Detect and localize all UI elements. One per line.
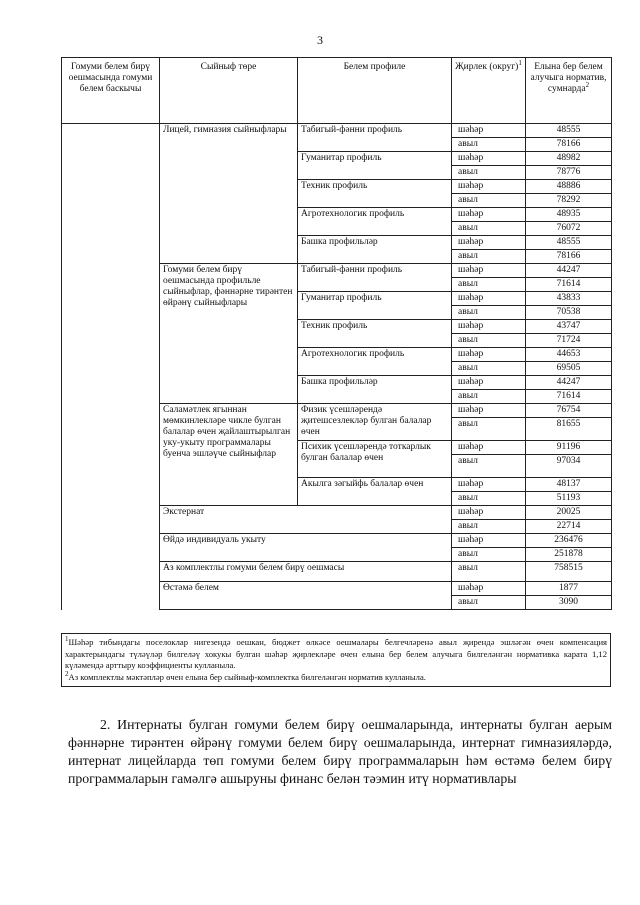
location-cell: авыл bbox=[452, 596, 526, 610]
norm-value: 51193 bbox=[526, 492, 612, 506]
header-level: Гомуми белем бирү оешмасында гомуми белем баскычы bbox=[62, 58, 160, 124]
norm-value: 44247 bbox=[526, 376, 612, 390]
location-cell: авыл bbox=[452, 334, 526, 348]
header-profile: Белем профиле bbox=[298, 58, 452, 124]
norm-value: 1877 bbox=[526, 582, 612, 596]
header-class-type: Сыйныф төре bbox=[160, 58, 298, 124]
location-cell: авыл bbox=[452, 562, 526, 582]
norm-value: 22714 bbox=[526, 520, 612, 534]
location-cell: авыл bbox=[452, 455, 526, 478]
location-cell: авыл bbox=[452, 390, 526, 404]
class-type-cell: Гомуми белем бирү оешмасында профильле сыйныфлар, фәннәрне тирәнтен өйрәнү сыйныфлары bbox=[160, 264, 298, 404]
norm-value: 758515 bbox=[526, 562, 612, 582]
norm-value: 69505 bbox=[526, 362, 612, 376]
norm-value: 71724 bbox=[526, 334, 612, 348]
location-cell: шәһәр bbox=[452, 534, 526, 548]
location-cell: авыл bbox=[452, 250, 526, 264]
norm-value: 71614 bbox=[526, 390, 612, 404]
page-number: 3 bbox=[317, 33, 323, 47]
profile-cell: Гуманитар профиль bbox=[298, 292, 452, 320]
location-cell: авыл bbox=[452, 222, 526, 236]
profile-cell: Техник профиль bbox=[298, 320, 452, 348]
norm-value: 97034 bbox=[526, 455, 612, 478]
location-cell: шәһәр bbox=[452, 348, 526, 362]
norm-value: 251878 bbox=[526, 548, 612, 562]
location-cell: шәһәр bbox=[452, 236, 526, 250]
location-cell: авыл bbox=[452, 520, 526, 534]
norm-value: 3090 bbox=[526, 596, 612, 610]
norm-value: 48886 bbox=[526, 180, 612, 194]
location-cell: шәһәр bbox=[452, 152, 526, 166]
norm-value: 78292 bbox=[526, 194, 612, 208]
profile-cell: Физик үсешләрендә җитешсезлекләр булган балалар өчен bbox=[298, 404, 452, 441]
level-cell bbox=[62, 124, 160, 610]
class-type-cell: Өйдә индивидуаль укыту bbox=[160, 534, 452, 562]
location-cell: авыл bbox=[452, 548, 526, 562]
profile-cell: Акылга зәгыйфь балалар өчен bbox=[298, 478, 452, 506]
location-cell: авыл bbox=[452, 194, 526, 208]
location-cell: авыл bbox=[452, 306, 526, 320]
profile-cell: Табигый-фәнни профиль bbox=[298, 124, 452, 152]
profile-cell: Агротехнологик профиль bbox=[298, 348, 452, 376]
norm-value: 78166 bbox=[526, 138, 612, 152]
footnote-1: $^1$Шәһәр тибындагы поселоклар нигезендә оешкан, бюджет өлкәсе оешмалары белгечләренә авыл җирендә эшләгән өчен компенсация характерындагы түләүләр билгеләү хокукы булган шәһәр җирлекләре өчен елына бер белем алучыга билгеләнгән нормативка карата 1,12 күләмендә арттыру коэффициенты кулланыла. bbox=[65, 635, 607, 670]
location-cell: шәһәр bbox=[452, 376, 526, 390]
profile-cell: Башка профильләр bbox=[298, 376, 452, 404]
location-cell: шәһәр bbox=[452, 208, 526, 222]
funding-norms-table bbox=[61, 57, 612, 610]
body-paragraph: 2. Интернаты булган гомуми белем бирү оешмаларында, интернаты булган аерым фәннәрне тирәнтен өйрәнү гомуми белем бирү оешмаларында, интернат гимназияләрдә, интернат лицейларда төп гомуми белем бирү программаларын һәм өстәмә белем бирү программаларын гамәлгә ашыруны финанс белән тәэмин итү нормативлары bbox=[68, 717, 612, 786]
norm-value: 48935 bbox=[526, 208, 612, 222]
norm-value: 76072 bbox=[526, 222, 612, 236]
norm-value: 76754 bbox=[526, 404, 612, 418]
location-cell: шәһәр bbox=[452, 506, 526, 520]
footnote-2: $^2$Аз комплектлы мәктәпләр өчен елына бер сыйныф-комплектка билгеләнгән норматив кулланыла. bbox=[65, 669, 426, 682]
norm-value: 71614 bbox=[526, 278, 612, 292]
norm-value: 44653 bbox=[526, 348, 612, 362]
location-cell: шәһәр bbox=[452, 180, 526, 194]
norm-value: 43747 bbox=[526, 320, 612, 334]
location-cell: шәһәр bbox=[452, 582, 526, 596]
location-cell: шәһәр bbox=[452, 320, 526, 334]
norm-value: 78776 bbox=[526, 166, 612, 180]
norm-value: 91196 bbox=[526, 441, 612, 455]
location-cell: шәһәр bbox=[452, 292, 526, 306]
header-norm: Елына бер белем алучыга норматив, сумнарда$^2$ bbox=[526, 58, 612, 124]
footnotes bbox=[61, 633, 611, 687]
profile-cell: Башка профильләр bbox=[298, 236, 452, 264]
location-cell: авыл bbox=[452, 492, 526, 506]
profile-cell: Техник профиль bbox=[298, 180, 452, 208]
norm-value: 48982 bbox=[526, 152, 612, 166]
profile-cell: Гуманитар профиль bbox=[298, 152, 452, 180]
norm-value: 48137 bbox=[526, 478, 612, 492]
norm-value: 78166 bbox=[526, 250, 612, 264]
class-type-cell: Өстәмә белем bbox=[160, 582, 452, 610]
norm-value: 236476 bbox=[526, 534, 612, 548]
norm-value: 81655 bbox=[526, 418, 612, 441]
norm-value: 44247 bbox=[526, 264, 612, 278]
class-type-cell: Экстернат bbox=[160, 506, 452, 534]
norm-value: 48555 bbox=[526, 124, 612, 138]
location-cell: авыл bbox=[452, 166, 526, 180]
norm-value: 43833 bbox=[526, 292, 612, 306]
location-cell: авыл bbox=[452, 362, 526, 376]
class-type-cell: Саламәтлек ягыннан мөмкинлекләре чикле булган балалар өчен җайлаштырылган уку-укыту программалары буенча эшләүче сыйныфлар bbox=[160, 404, 298, 506]
location-cell: шәһәр bbox=[452, 404, 526, 418]
norm-value: 48555 bbox=[526, 236, 612, 250]
class-type-cell: Лицей, гимназия сыйныфлары bbox=[160, 124, 298, 264]
norm-value: 70538 bbox=[526, 306, 612, 320]
location-cell: шәһәр bbox=[452, 124, 526, 138]
location-cell: авыл bbox=[452, 278, 526, 292]
profile-cell: Табигый-фәнни профиль bbox=[298, 264, 452, 292]
table-row bbox=[62, 124, 612, 138]
location-cell: шәһәр bbox=[452, 478, 526, 492]
norm-value: 20025 bbox=[526, 506, 612, 520]
location-cell: авыл bbox=[452, 138, 526, 152]
profile-cell: Психик үсешләрендә тоткарлык булган балалар өчен bbox=[298, 441, 452, 478]
profile-cell: Агротехнологик профиль bbox=[298, 208, 452, 236]
location-cell: шәһәр bbox=[452, 441, 526, 455]
header-location: Җирлек (округ)$^1$ bbox=[452, 58, 526, 124]
class-type-cell: Аз комплектлы гомуми белем бирү оешмасы bbox=[160, 562, 452, 582]
location-cell: шәһәр bbox=[452, 264, 526, 278]
location-cell: авыл bbox=[452, 418, 526, 441]
